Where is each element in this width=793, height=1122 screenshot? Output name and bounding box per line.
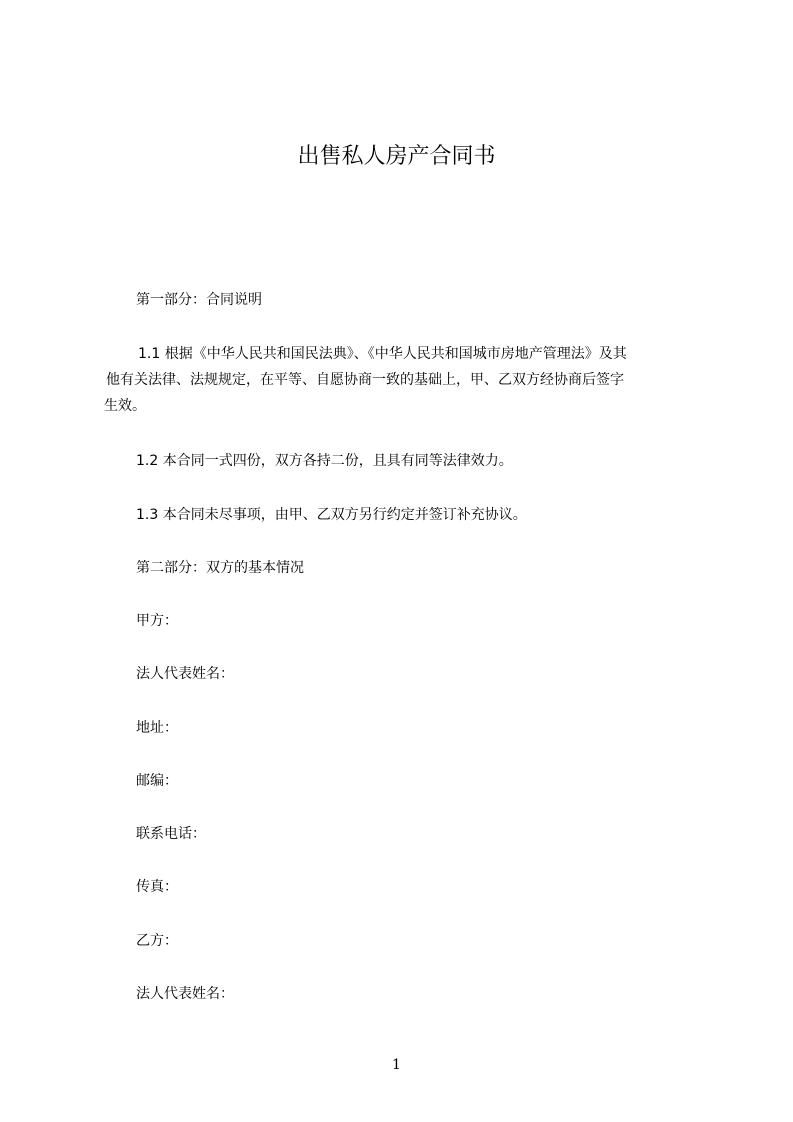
section-2-heading: 第二部分：双方的基本情况 (136, 560, 304, 576)
field-party-b-legal-rep: 法人代表姓名： (136, 986, 234, 1002)
document-title: 出售私人房产合同书 (297, 144, 496, 169)
field-party-a: 甲方： (136, 613, 178, 629)
section-1-heading: 第一部分：合同说明 (136, 292, 262, 308)
clause-1-2: 1.2 本合同一式四份，双方各持二份，且具有同等法律效力。 (136, 453, 513, 469)
field-party-a-phone: 联系电话： (136, 826, 206, 842)
field-party-a-postcode: 邮编： (136, 773, 178, 789)
clause-1-3: 1.3 本合同未尽事项，由甲、乙双方另行约定并签订补充协议。 (136, 507, 527, 523)
field-party-a-legal-rep: 法人代表姓名： (136, 666, 234, 682)
field-party-a-address: 地址： (136, 720, 178, 736)
clause-1-1-line-3: 生效。 (104, 398, 146, 414)
page-number: 1 (392, 1057, 401, 1073)
field-party-b: 乙方： (136, 933, 178, 949)
clause-1-1-line-1: 1.1 根据《中华人民共和国民法典》、《中华人民共和国城市房地产管理法》及其 (138, 346, 627, 362)
field-party-a-fax: 传真： (136, 879, 178, 895)
clause-1-1-line-2: 他有关法律、法规规定，在平等、自愿协商一致的基础上，甲、乙双方经协商后签字 (106, 372, 624, 388)
clause-1-1 (104, 341, 704, 419)
